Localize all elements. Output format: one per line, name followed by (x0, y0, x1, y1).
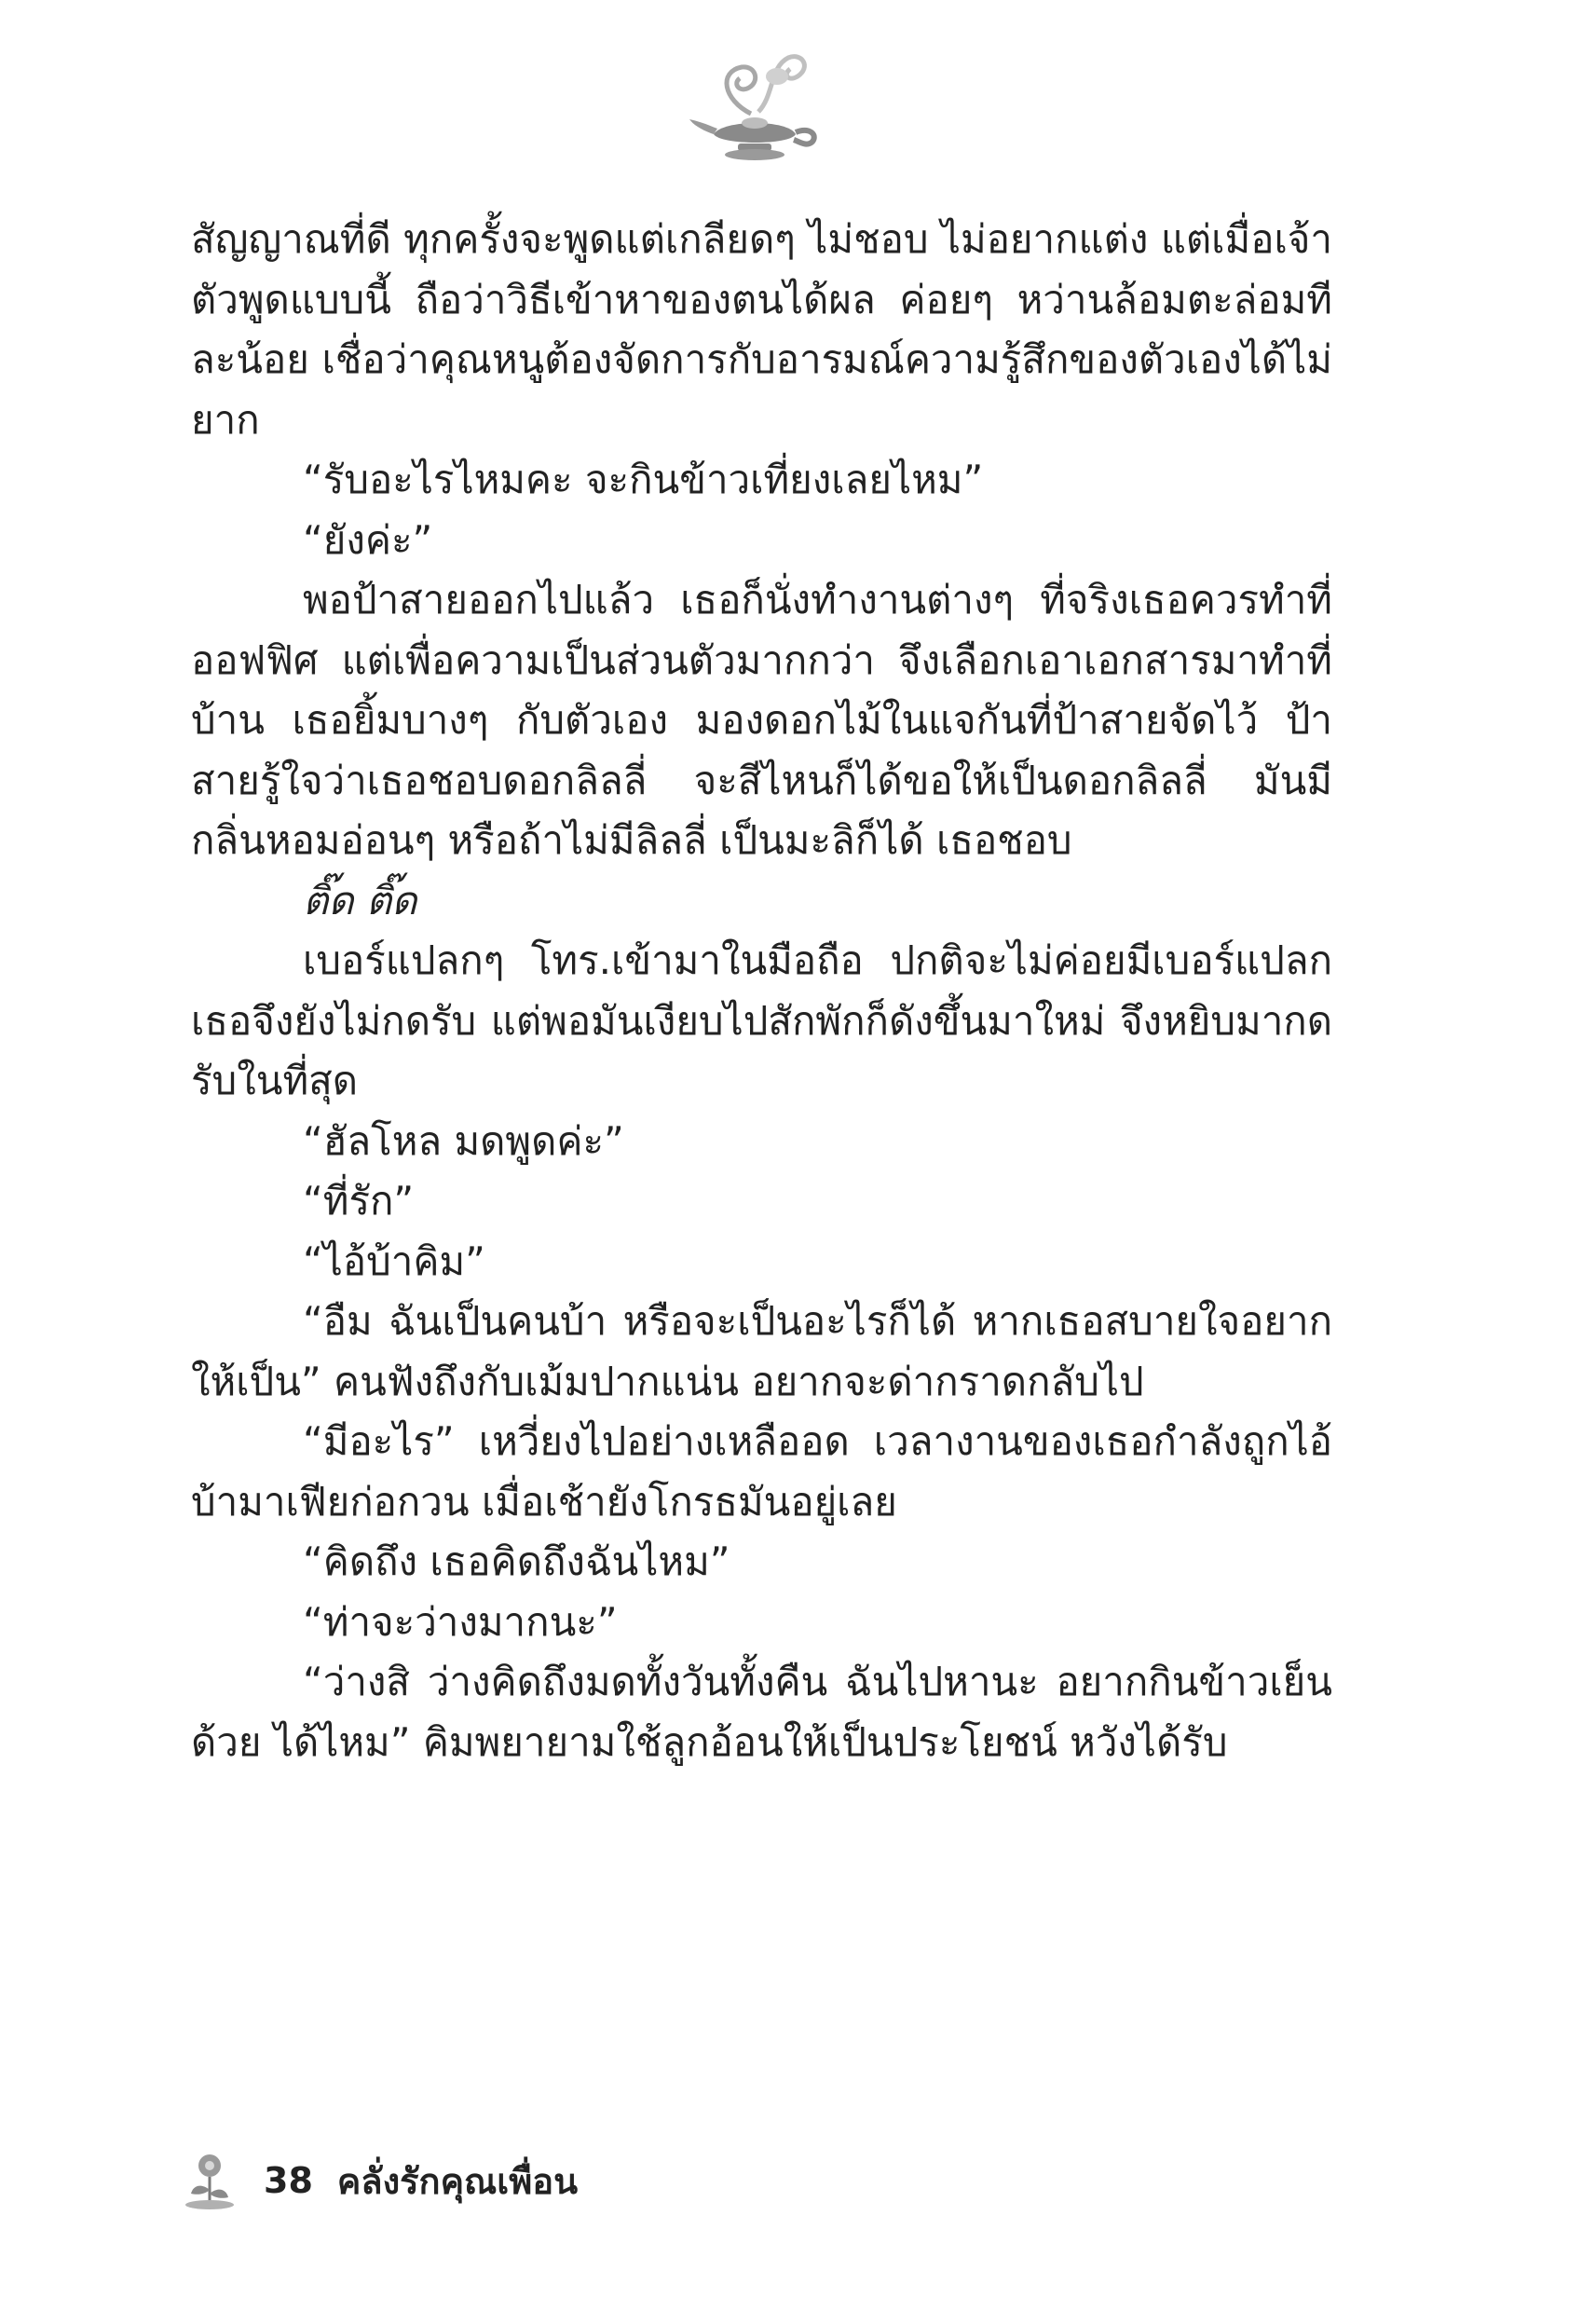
paragraph-10: “มีอะไร” เหวี่ยงไปอย่างเหลืออด เวลางานของเธอกำลังถูกไอ้บ้ามาเฟียก่อกวน เมื่อเช้ายังโกรธมันอยู่เลย (191, 1418, 1332, 1525)
paragraph-13: “ว่างสิ ว่างคิดถึงมดทั้งวันทั้งคืน ฉันไปหานะ อยากกินข้าวเย็นด้วย ได้ไหม” คิมพยายามใช้ลูกอ้อนให้เป็นประโยชน์ หวังได้รับ (191, 1659, 1332, 1765)
paragraph-12: “ท่าจะว่างมากนะ” (303, 1598, 618, 1645)
paragraph-3: พอป้าสายออกไปแล้ว เธอก็นั่งทำงานต่างๆ ที่จริงเธอควรทำที่ออฟฟิศ แต่เพื่อความเป็นส่วนตัวมากกว่า จึงเลือกเอาเอกสารมาทำที่บ้าน เธอยิ้มบางๆ กับตัวเอง มองดอกไม้ในแจกันที่ป้าสายจัดไว้ ป้าสายรู้ใจว่าเธอชอบดอกลิลลี่ จะสีไหนก็ได้ขอให้เป็นดอกลิลลี่ มันมีกลิ่นหอมอ่อนๆ หรือถ้าไม่มีลิลลี่ เป็นมะลิก็ได้ เธอชอบ (191, 577, 1332, 863)
page-footer (182, 2148, 578, 2213)
paragraph-11: “คิดถึง เธอคิดถึงฉันไหม” (303, 1538, 730, 1584)
paragraph-9: “อืม ฉันเป็นคนบ้า หรือจะเป็นอะไรก็ได้ หากเธอสบายใจอยากให้เป็น” คนฟังถึงกับเม้มปากแน่น อยากจะด่ากราดกลับไป (191, 1298, 1332, 1404)
paragraph-5: เบอร์แปลกๆ โทร.เข้ามาในมือถือ ปกติจะไม่ค่อยมีเบอร์แปลก เธอจึงยังไม่กดรับ แต่พอมันเงียบไปสักพักก็ดังขึ้นมาใหม่ จึงหยิบมากดรับในที่สุด (191, 937, 1332, 1103)
book-title: คลั่งรักคุณเพื่อน (336, 2160, 579, 2202)
body-text (191, 210, 1332, 1772)
paragraph-2: “ยังค่ะ” (303, 516, 433, 563)
paragraph-4: ติ๊ด ติ๊ด (303, 877, 417, 923)
flower-icon (182, 2151, 238, 2210)
paragraph-7: “ที่รัก” (303, 1178, 415, 1224)
paragraph-1: “รับอะไรไหมคะ จะกินข้าวเที่ยงเลยไหม” (303, 457, 984, 502)
page-number: 38 (264, 2160, 313, 2201)
paragraph-0: สัญญาณที่ดี ทุกครั้งจะพูดแต่เกลียดๆ ไม่ชอบ ไม่อยากแต่ง แต่เมื่อเจ้าตัวพูดแบบนี้ ถือว่าวิธีเข้าหาของตนได้ผล ค่อยๆ หว่านล้อมตะล่อมทีละน้อย เชื่อว่าคุณหนูต้องจัดการกับอารมณ์ความรู้สึกของตัวเองได้ไม่ยาก (191, 216, 1332, 443)
paragraph-6: “ฮัลโหล มดพูดค่ะ” (303, 1117, 624, 1164)
genie-lamp-icon (686, 48, 825, 168)
paragraph-8: “ไอ้บ้าคิม” (303, 1238, 485, 1284)
